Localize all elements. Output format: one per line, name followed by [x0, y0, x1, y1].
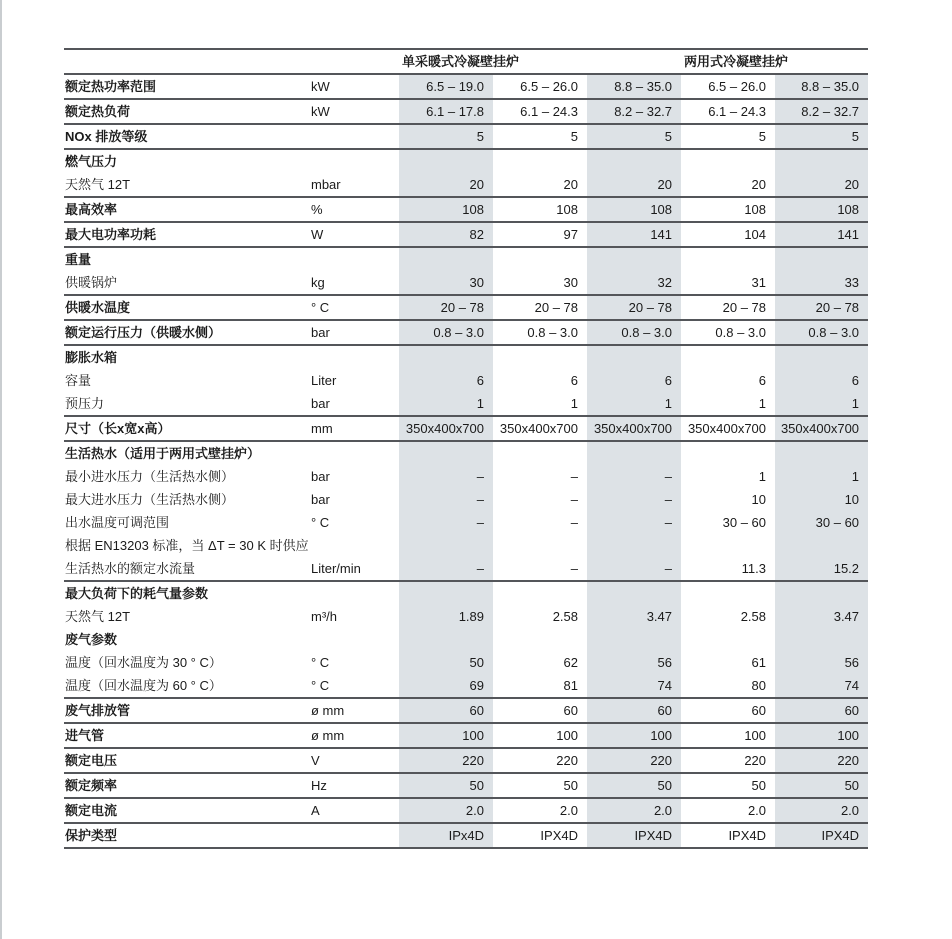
- cell-value: 100: [681, 723, 775, 748]
- cell-value: 8.2 – 32.7: [775, 99, 868, 124]
- cell-value: –: [399, 488, 493, 511]
- section-title: 最大负荷下的耗气量参数: [65, 586, 209, 601]
- cell-value: 60: [399, 698, 493, 723]
- cell-value: 100: [587, 723, 681, 748]
- section-header-row: [64, 441, 868, 465]
- cell-value: IPX4D: [493, 823, 587, 848]
- row-unit: m³/h: [311, 609, 337, 624]
- cell-value: 1: [775, 465, 868, 488]
- cell-value: 20: [681, 173, 775, 197]
- group-header-row: [64, 49, 868, 74]
- cell-value: –: [587, 465, 681, 488]
- cell-value: 50: [399, 651, 493, 674]
- cell-value: [681, 345, 775, 369]
- cell-value: 108: [681, 197, 775, 222]
- row-unit: [310, 345, 399, 369]
- cell-value: 6.1 – 24.3: [493, 99, 587, 124]
- page-edge-line: [0, 0, 2, 939]
- row-label: 天然气 12T: [64, 173, 310, 197]
- group-header-combi: 两用式冷凝壁挂炉: [681, 49, 868, 74]
- cell-value: IPX4D: [775, 823, 868, 848]
- cell-value: 100: [493, 723, 587, 748]
- cell-value: [775, 247, 868, 271]
- cell-value: 32: [587, 271, 681, 295]
- spec-row: [64, 511, 868, 534]
- spec-row: [64, 798, 868, 823]
- spec-sheet: [64, 48, 868, 849]
- cell-value: [493, 441, 587, 465]
- cell-value: 20: [493, 173, 587, 197]
- cell-value: 20: [587, 173, 681, 197]
- row-label: 生活热水的额定水流量: [64, 557, 310, 581]
- cell-value: 6: [758, 373, 767, 388]
- cell-value: 5: [493, 124, 587, 149]
- section-title: 生活热水（适用于两用式壁挂炉）: [65, 446, 261, 461]
- cell-value: [775, 628, 868, 651]
- row-label: 进气管: [64, 723, 310, 748]
- cell-value: 350x400x700: [587, 416, 681, 441]
- cell-value: 97: [493, 222, 587, 247]
- row-label: 容量: [65, 373, 92, 388]
- spec-row: [64, 416, 868, 441]
- cell-value: 2.0: [493, 798, 587, 823]
- row-unit: bar: [310, 392, 399, 416]
- row-unit: Liter/min: [310, 557, 399, 581]
- cell-value: –: [399, 511, 493, 534]
- cell-value: 50: [493, 773, 587, 798]
- cell-value: [399, 534, 493, 557]
- spec-row: [64, 698, 868, 723]
- row-unit: bar: [311, 492, 330, 507]
- row-label: 最大电功率功耗: [64, 222, 310, 247]
- cell-value: 6: [399, 369, 493, 392]
- cell-value: –: [399, 557, 493, 581]
- cell-value: [493, 247, 587, 271]
- cell-value: 61: [751, 655, 767, 670]
- cell-value: [775, 441, 868, 465]
- row-label: 额定热负荷: [64, 99, 310, 124]
- cell-value: 60: [493, 698, 587, 723]
- cell-value: 5: [775, 124, 868, 149]
- row-unit: [310, 441, 399, 465]
- section-header-row: [64, 345, 868, 369]
- cell-value: –: [570, 492, 578, 507]
- cell-value: [587, 581, 681, 605]
- cell-value: [587, 534, 681, 557]
- cell-value: 8.8 – 35.0: [587, 74, 681, 99]
- row-label: 最大进水压力（生活热水侧）: [65, 492, 235, 507]
- cell-value: 10: [775, 488, 868, 511]
- cell-value: 80: [681, 674, 775, 698]
- cell-value: 60: [587, 698, 681, 723]
- cell-value: [493, 581, 587, 605]
- row-label: 额定电流: [64, 798, 310, 823]
- cell-value: 100: [399, 723, 493, 748]
- section-title: 燃气压力: [65, 154, 118, 169]
- cell-value: 350x400x700: [681, 416, 775, 441]
- cell-value: [493, 345, 587, 369]
- cell-value: [587, 628, 681, 651]
- cell-value: IPx4D: [399, 823, 493, 848]
- cell-value: 8.8 – 35.0: [775, 74, 868, 99]
- row-label: 尺寸（长x宽x高）: [64, 416, 310, 441]
- cell-value: 1.89: [399, 605, 493, 628]
- cell-value: 0.8 – 3.0: [681, 320, 775, 345]
- row-unit: ° C: [310, 295, 399, 320]
- cell-value: 1: [758, 469, 767, 484]
- cell-value: 350x400x700: [775, 416, 868, 441]
- cell-value: 20 – 78: [493, 295, 587, 320]
- row-unit: %: [310, 197, 399, 222]
- spec-row: [64, 271, 868, 295]
- row-unit: kg: [310, 271, 399, 295]
- spec-row: [64, 124, 868, 149]
- cell-value: 30 – 60: [775, 511, 868, 534]
- cell-value: 74: [775, 674, 868, 698]
- cell-value: 5: [681, 124, 775, 149]
- row-unit: bar: [311, 469, 330, 484]
- cell-value: 350x400x700: [493, 416, 587, 441]
- cell-value: 20: [399, 173, 493, 197]
- cell-value: 20 – 78: [775, 295, 868, 320]
- section-header-row: [64, 247, 868, 271]
- cell-value: 20 – 78: [399, 295, 493, 320]
- cell-value: [493, 149, 587, 173]
- spec-row: [64, 369, 868, 392]
- cell-value: 1: [775, 392, 868, 416]
- row-label: 预压力: [64, 392, 310, 416]
- row-label: 额定热功率范围: [64, 74, 310, 99]
- spec-row: [64, 222, 868, 247]
- cell-value: [775, 581, 868, 605]
- cell-value: 141: [775, 222, 868, 247]
- row-label: 根据 EN13203 标准，当 ΔT = 30 K 时供应: [65, 538, 309, 553]
- cell-value: 2.0: [587, 798, 681, 823]
- row-unit: bar: [310, 320, 399, 345]
- row-label: NOx 排放等级: [64, 124, 310, 149]
- row-unit: W: [310, 222, 399, 247]
- spec-row: [64, 605, 868, 628]
- row-unit: Liter: [311, 373, 337, 388]
- cell-value: [399, 441, 493, 465]
- cell-value: 6.1 – 17.8: [399, 99, 493, 124]
- row-unit: ° C: [311, 515, 330, 530]
- spec-row: [64, 773, 868, 798]
- cell-value: [775, 534, 868, 557]
- cell-value: IPX4D: [681, 823, 775, 848]
- spec-row: [64, 74, 868, 99]
- cell-value: [775, 345, 868, 369]
- cell-value: 6: [775, 369, 868, 392]
- cell-value: [587, 441, 681, 465]
- cell-value: 74: [587, 674, 681, 698]
- cell-value: 30: [493, 271, 587, 295]
- cell-value: 2.0: [399, 798, 493, 823]
- group-header-spacer: [64, 49, 399, 74]
- spec-table: [64, 48, 868, 849]
- cell-value: [493, 534, 587, 557]
- cell-value: [681, 534, 775, 557]
- cell-value: 15.2: [775, 557, 868, 581]
- cell-value: 220: [587, 748, 681, 773]
- cell-value: –: [399, 465, 493, 488]
- spec-row: [64, 173, 868, 197]
- spec-table-body: [64, 74, 868, 848]
- cell-value: 6.5 – 19.0: [399, 74, 493, 99]
- cell-value: 6.1 – 24.3: [681, 99, 775, 124]
- spec-row: [64, 651, 868, 674]
- cell-value: 62: [563, 655, 578, 670]
- cell-value: [399, 247, 493, 271]
- cell-value: 20 – 78: [681, 295, 775, 320]
- cell-value: [681, 149, 775, 173]
- cell-value: –: [570, 469, 578, 484]
- spec-row: [64, 465, 868, 488]
- cell-value: –: [570, 515, 578, 530]
- cell-value: 6.5 – 26.0: [493, 74, 587, 99]
- cell-value: 1: [681, 392, 775, 416]
- cell-value: 6: [570, 373, 578, 388]
- cell-value: 30: [399, 271, 493, 295]
- row-unit: [310, 534, 399, 557]
- cell-value: 108: [493, 197, 587, 222]
- section-header-row: [64, 581, 868, 605]
- row-unit: Hz: [310, 773, 399, 798]
- cell-value: 1: [587, 392, 681, 416]
- cell-value: 6: [587, 369, 681, 392]
- row-label: 供暖水温度: [64, 295, 310, 320]
- cell-value: 0.8 – 3.0: [775, 320, 868, 345]
- row-label: 保护类型: [64, 823, 310, 848]
- cell-value: 60: [681, 698, 775, 723]
- cell-value: –: [587, 557, 681, 581]
- cell-value: [681, 247, 775, 271]
- cell-value: [681, 441, 775, 465]
- cell-value: 3.47: [775, 605, 868, 628]
- section-title: 废气参数: [65, 632, 118, 647]
- spec-row: [64, 674, 868, 698]
- cell-value: 0.8 – 3.0: [399, 320, 493, 345]
- section-title: 重量: [65, 252, 92, 267]
- cell-value: 108: [587, 197, 681, 222]
- cell-value: 100: [775, 723, 868, 748]
- spec-row: [64, 488, 868, 511]
- cell-value: 33: [775, 271, 868, 295]
- cell-value: 8.2 – 32.7: [587, 99, 681, 124]
- cell-value: 220: [775, 748, 868, 773]
- row-label: 额定频率: [64, 773, 310, 798]
- cell-value: 104: [681, 222, 775, 247]
- cell-value: 220: [681, 748, 775, 773]
- cell-value: [399, 345, 493, 369]
- cell-value: 0.8 – 3.0: [493, 320, 587, 345]
- row-label: 最小进水压力（生活热水侧）: [65, 469, 235, 484]
- row-unit: [310, 628, 399, 651]
- cell-value: 141: [587, 222, 681, 247]
- row-unit: [310, 581, 399, 605]
- row-unit: [310, 149, 399, 173]
- cell-value: 1: [493, 392, 587, 416]
- cell-value: –: [587, 488, 681, 511]
- cell-value: [399, 149, 493, 173]
- spec-row: [64, 392, 868, 416]
- section-header-row: [64, 149, 868, 173]
- cell-value: 50: [681, 773, 775, 798]
- cell-value: 82: [399, 222, 493, 247]
- row-unit: mbar: [310, 173, 399, 197]
- cell-value: 5: [587, 124, 681, 149]
- section-title: 膨胀水箱: [65, 350, 118, 365]
- row-label: 额定运行压力（供暖水侧）: [64, 320, 310, 345]
- spec-row: [64, 99, 868, 124]
- cell-value: 50: [775, 773, 868, 798]
- spec-row: [64, 823, 868, 848]
- cell-value: 2.0: [775, 798, 868, 823]
- cell-value: –: [493, 557, 587, 581]
- cell-value: [493, 628, 587, 651]
- cell-value: 81: [493, 674, 587, 698]
- spec-row: [64, 320, 868, 345]
- cell-value: 0.8 – 3.0: [587, 320, 681, 345]
- cell-value: 20 – 78: [587, 295, 681, 320]
- row-unit: ° C: [310, 674, 399, 698]
- cell-value: [399, 581, 493, 605]
- cell-value: 10: [751, 492, 767, 507]
- cell-value: 6.5 – 26.0: [681, 74, 775, 99]
- row-label: 最高效率: [64, 197, 310, 222]
- row-unit: mm: [310, 416, 399, 441]
- row-label: 供暖锅炉: [64, 271, 310, 295]
- spec-row: [64, 557, 868, 581]
- row-label: 出水温度可调范围: [65, 515, 170, 530]
- cell-value: [399, 628, 493, 651]
- row-unit: ø mm: [310, 698, 399, 723]
- cell-value: 3.47: [587, 605, 681, 628]
- group-header-heating-only: 单采暖式冷凝壁挂炉: [399, 49, 681, 74]
- row-unit: [310, 823, 399, 848]
- cell-value: 1: [399, 392, 493, 416]
- cell-value: 11.3: [681, 557, 775, 581]
- row-unit: kW: [310, 99, 399, 124]
- cell-value: IPX4D: [587, 823, 681, 848]
- cell-value: 30 – 60: [722, 515, 767, 530]
- cell-value: 220: [493, 748, 587, 773]
- cell-value: 2.58: [552, 609, 578, 624]
- cell-value: 69: [399, 674, 493, 698]
- cell-value: 56: [587, 651, 681, 674]
- cell-value: 350x400x700: [399, 416, 493, 441]
- spec-row: [64, 748, 868, 773]
- row-unit: A: [310, 798, 399, 823]
- cell-value: 108: [399, 197, 493, 222]
- row-unit: [310, 124, 399, 149]
- cell-value: 20: [775, 173, 868, 197]
- cell-value: [775, 149, 868, 173]
- cell-value: [587, 345, 681, 369]
- cell-value: 220: [399, 748, 493, 773]
- spec-row: [64, 295, 868, 320]
- row-unit: V: [310, 748, 399, 773]
- cell-value: 31: [681, 271, 775, 295]
- row-label: 天然气 12T: [65, 609, 131, 624]
- row-label: 温度（回水温度为 60 ° C）: [64, 674, 310, 698]
- spec-row: [64, 534, 868, 557]
- section-header-row: [64, 628, 868, 651]
- cell-value: [681, 581, 775, 605]
- cell-value: 5: [399, 124, 493, 149]
- cell-value: [587, 149, 681, 173]
- cell-value: 56: [775, 651, 868, 674]
- spec-row: [64, 723, 868, 748]
- cell-value: [681, 628, 775, 651]
- row-label: 额定电压: [64, 748, 310, 773]
- cell-value: 50: [399, 773, 493, 798]
- row-unit: ° C: [311, 655, 330, 670]
- row-label: 废气排放管: [64, 698, 310, 723]
- cell-value: 50: [587, 773, 681, 798]
- row-unit: kW: [310, 74, 399, 99]
- cell-value: [587, 247, 681, 271]
- row-unit: [310, 247, 399, 271]
- cell-value: –: [587, 511, 681, 534]
- spec-row: [64, 197, 868, 222]
- cell-value: 60: [775, 698, 868, 723]
- row-unit: ø mm: [310, 723, 399, 748]
- cell-value: 2.58: [740, 609, 767, 624]
- cell-value: 2.0: [681, 798, 775, 823]
- row-label: 温度（回水温度为 30 ° C）: [65, 655, 222, 670]
- cell-value: 108: [775, 197, 868, 222]
